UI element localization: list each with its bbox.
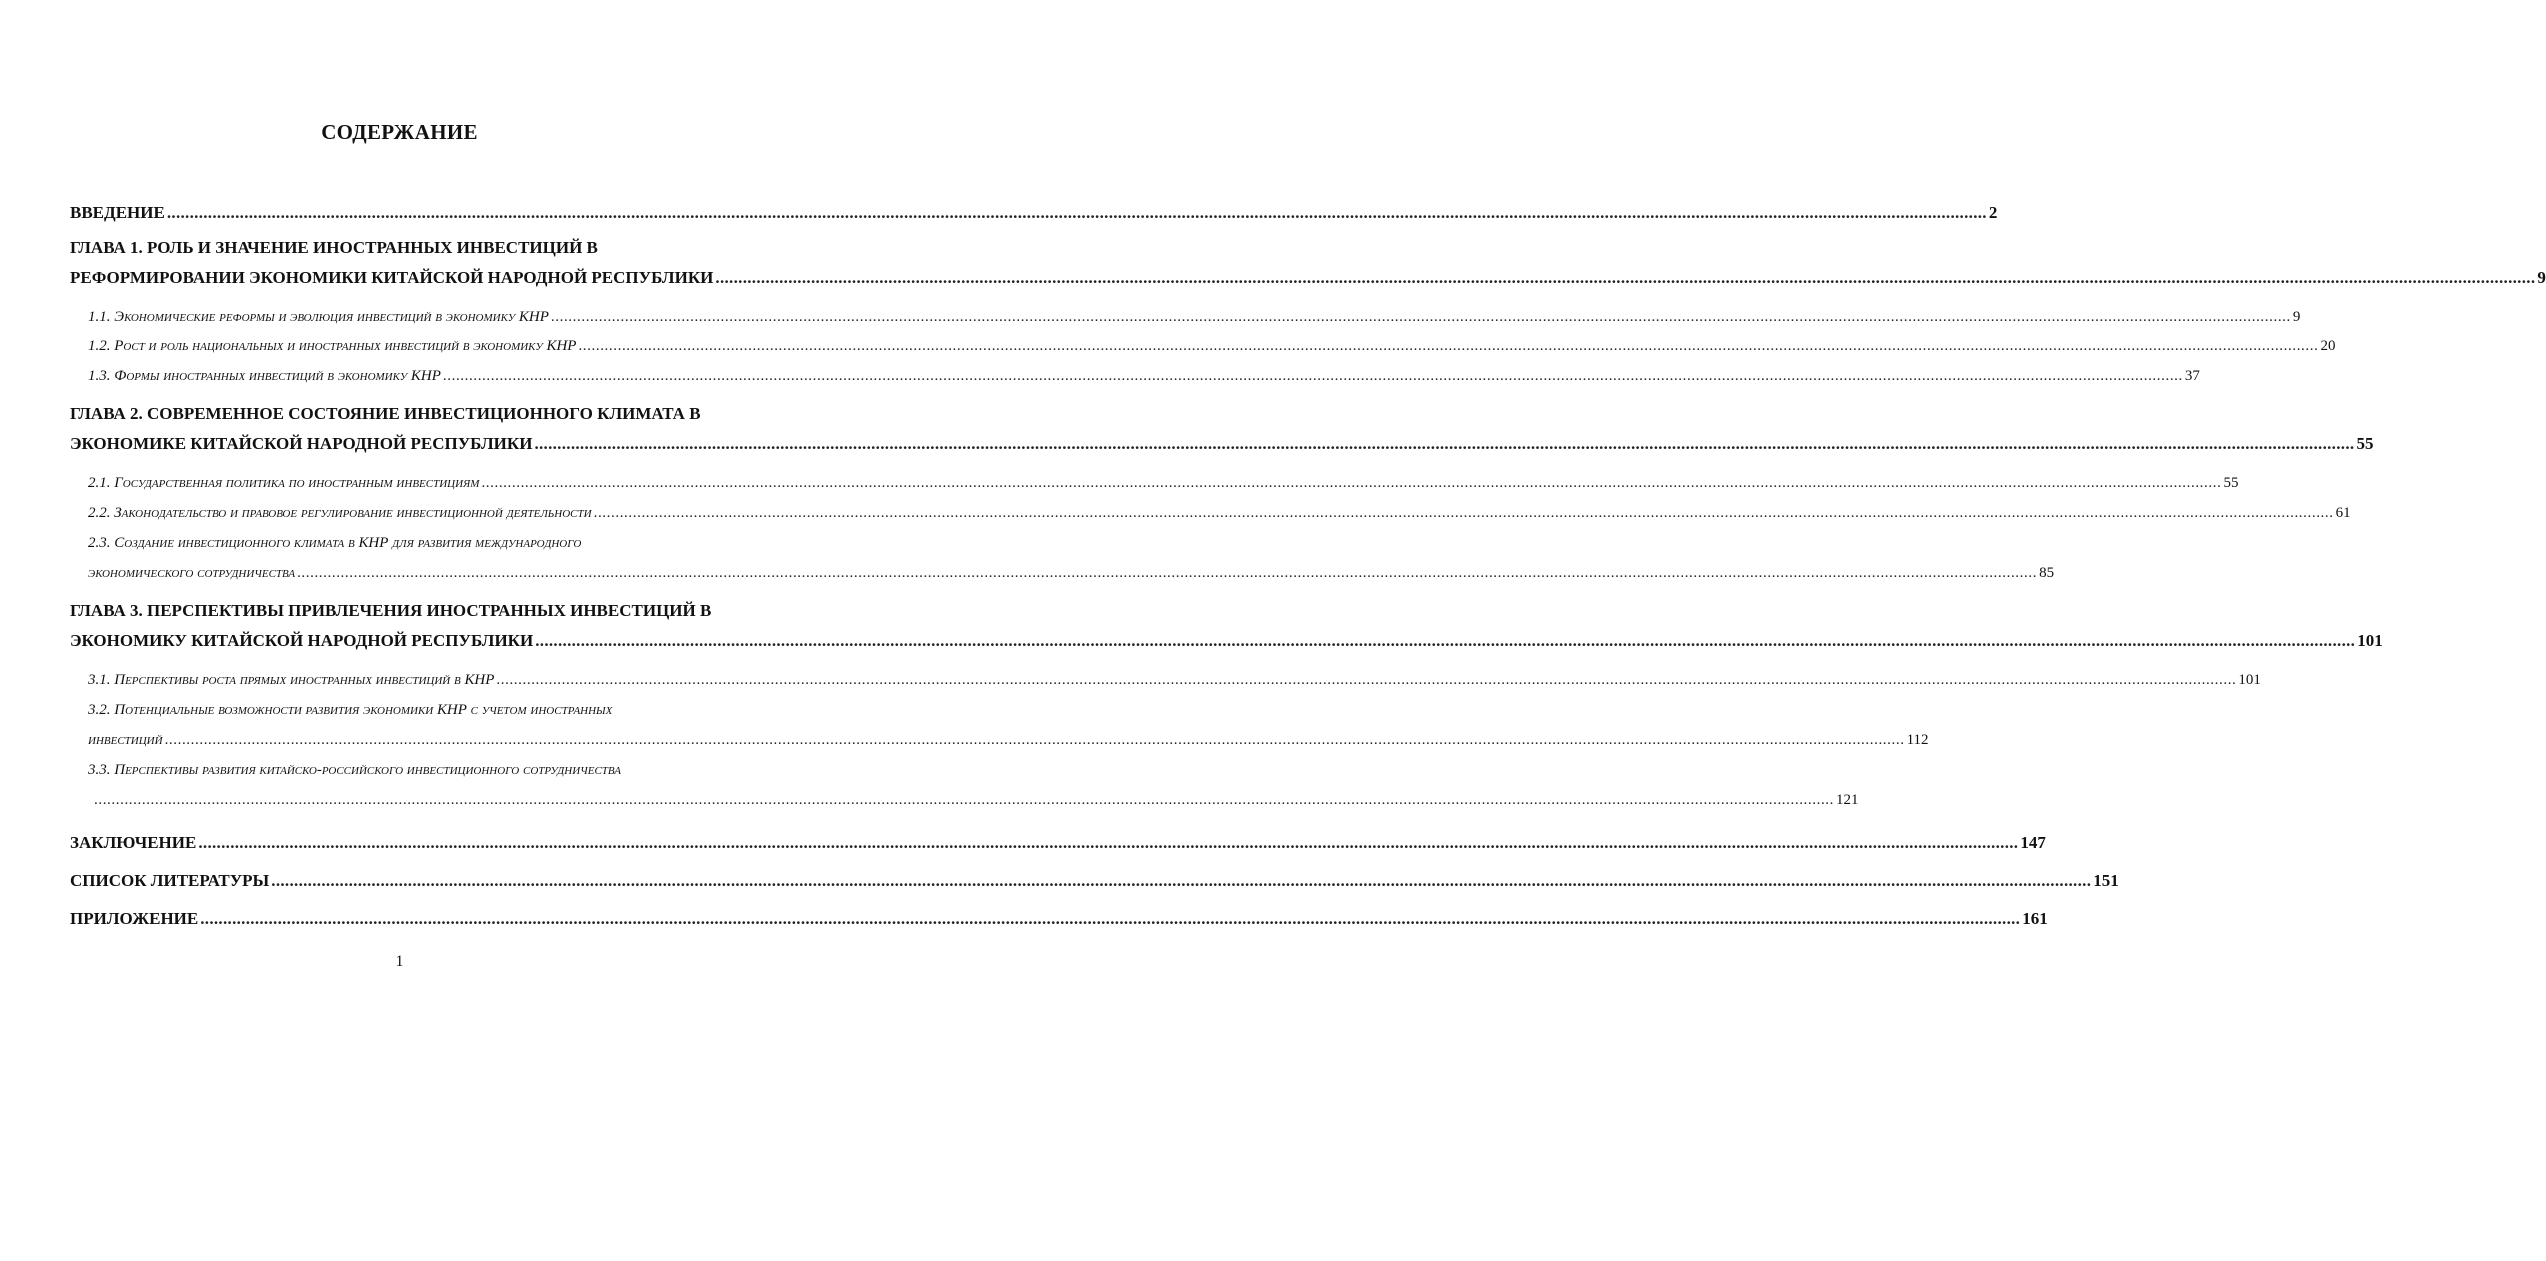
toc-entry-label: ВВЕДЕНИЕ [70,203,165,222]
toc-entry-page: 101 [2238,672,2261,688]
toc-entry-chapter-2-continued [70,434,2374,454]
toc-entry-label: 2.2. Законодательство и правовое регулирование инвестиционной деятельности [88,505,592,521]
toc-entry-label-line-1: ГЛАВА 1. РОЛЬ И ЗНАЧЕНИЕ ИНОСТРАННЫХ ИНВЕСТИЦИЙ В [70,238,598,257]
toc-entry-label-line-2: инвестиций [88,732,163,748]
toc-entry-section-3-3-continued [88,792,1859,809]
toc-entry-section-2-1 [88,475,2239,492]
toc-entry-label-line-2: РЕФОРМИРОВАНИИ ЭКОНОМИКИ КИТАЙСКОЙ НАРОДНОЙ РЕСПУБЛИКИ [70,268,714,287]
toc-entry-section-3-2 [88,702,764,719]
toc-entry-page: 20 [2320,338,2336,354]
toc-entry-label-line-2: ЭКОНОМИКЕ КИТАЙСКОЙ НАРОДНОЙ РЕСПУБЛИКИ [70,434,533,453]
dot-leader: ................................................................................................................................................................................................................................................................................................................................................................................................................ [715,268,2536,287]
toc-entry-section-1-1 [88,309,2301,326]
toc-entry-label-line-1: ГЛАВА 2. СОВРЕМЕННОЕ СОСТОЯНИЕ ИНВЕСТИЦИОННОГО КЛИМАТА В [70,404,701,423]
dot-leader: ................................................................................................................................................................................................................................................................................................................................................................................................................ [496,672,2237,688]
toc-entry-section-2-2 [88,505,2351,522]
toc-entry-page: 61 [2335,505,2351,521]
toc-entry-section-1-2 [88,338,2336,355]
toc-entry-page: 101 [2357,631,2383,650]
toc-entry-section-1-3 [88,368,2200,385]
toc-entry-section-3-3 [88,762,764,779]
dot-leader: ................................................................................................................................................................................................................................................................................................................................................................................................................ [297,565,2038,581]
toc-entry-section-3-1 [88,672,2261,689]
toc-entry-page: 147 [2020,833,2046,852]
toc-entry-label: 1.2. Рост и роль национальных и иностранных инвестиций в экономику КНР [88,338,577,354]
toc-entry-page: 9 [2537,268,2546,287]
toc-entry-page: 55 [2356,434,2374,453]
toc-entry-section-3-2-continued [88,732,1929,749]
toc-entry-literature [70,871,2119,891]
toc-entry-chapter-3-continued [70,631,2383,651]
dot-leader: ................................................................................................................................................................................................................................................................................................................................................................................................................ [481,475,2222,491]
toc-entry-introduction [70,203,1998,223]
dot-leader: ................................................................................................................................................................................................................................................................................................................................................................................................................ [534,434,2355,453]
dot-leader: ................................................................................................................................................................................................................................................................................................................................................................................................................ [578,338,2319,354]
page-number: 1 [395,953,404,970]
toc-entry-conclusion [70,833,2046,853]
toc-entry-page: 161 [2022,909,2048,928]
toc-entry-label: ЗАКЛЮЧЕНИЕ [70,833,197,852]
toc-entry-page: 121 [1836,792,1859,808]
dot-leader: ................................................................................................................................................................................................................................................................................................................................................................................................................ [166,203,1987,222]
toc-entry-label-line-1: 3.2. Потенциальные возможности развития экономики КНР с учетом иностранных [88,702,613,718]
toc-title: СОДЕРЖАНИЕ [321,120,478,144]
toc-entry-page: 37 [2184,368,2200,384]
toc-entry-label-line-2: экономического сотрудничества [88,565,296,581]
toc-entry-label: 3.1. Перспективы роста прямых иностранных инвестиций в КНР [88,672,495,688]
toc-entry-chapter-1 [70,238,764,258]
toc-entry-section-2-3 [88,535,764,552]
toc-entry-label: ПРИЛОЖЕНИЕ [70,909,199,928]
toc-entry-label: СПИСОК ЛИТЕРАТУРЫ [70,871,270,890]
dot-leader: ................................................................................................................................................................................................................................................................................................................................................................................................................ [198,833,2019,852]
toc-entry-chapter-3 [70,601,764,621]
toc-entry-label-line-2: ЭКОНОМИКУ КИТАЙСКОЙ НАРОДНОЙ РЕСПУБЛИКИ [70,631,534,650]
toc-entry-page: 9 [2292,309,2301,325]
toc-entry-label: 2.1. Государственная политика по иностранным инвестициям [88,475,480,491]
toc-entry-label-line-1: 2.3. Создание инвестиционного климата в КНР для развития международного [88,535,582,551]
toc-entry-label: 1.1. Экономические реформы и эволюция инвестиций в экономику КНР [88,309,549,325]
toc-entry-appendix [70,909,2048,929]
toc-entry-label-line-1: 3.3. Перспективы развития китайско-российского инвестиционного сотрудничества [88,762,621,778]
dot-leader: ................................................................................................................................................................................................................................................................................................................................................................................................................ [550,309,2291,325]
toc-entry-page: 55 [2223,475,2239,491]
toc-entry-chapter-2 [70,404,764,424]
toc-entry-chapter-1-continued [70,268,2546,288]
toc-entry-page: 112 [1906,732,1929,748]
toc-entry-page: 2 [1988,203,1998,222]
dot-leader: ................................................................................................................................................................................................................................................................................................................................................................................................................ [271,871,2092,890]
dot-leader: ................................................................................................................................................................................................................................................................................................................................................................................................................ [442,368,2183,384]
dot-leader: ................................................................................................................................................................................................................................................................................................................................................................................................................ [535,631,2356,650]
toc-entry-page: 85 [2039,565,2055,581]
dot-leader: ................................................................................................................................................................................................................................................................................................................................................................................................................ [200,909,2021,928]
dot-leader: ................................................................................................................................................................................................................................................................................................................................................................................................................ [164,732,1905,748]
toc-entry-label: 1.3. Формы иностранных инвестиций в экономику КНР [88,368,441,384]
dot-leader: ................................................................................................................................................................................................................................................................................................................................................................................................................ [593,505,2334,521]
dot-leader: ................................................................................................................................................................................................................................................................................................................................................................................................................ [94,792,1834,808]
toc-entry-label-line-1: ГЛАВА 3. ПЕРСПЕКТИВЫ ПРИВЛЕЧЕНИЯ ИНОСТРАННЫХ ИНВЕСТИЦИЙ В [70,601,712,620]
toc-entry-section-2-3-continued [88,565,2055,582]
toc-entry-page: 151 [2093,871,2119,890]
